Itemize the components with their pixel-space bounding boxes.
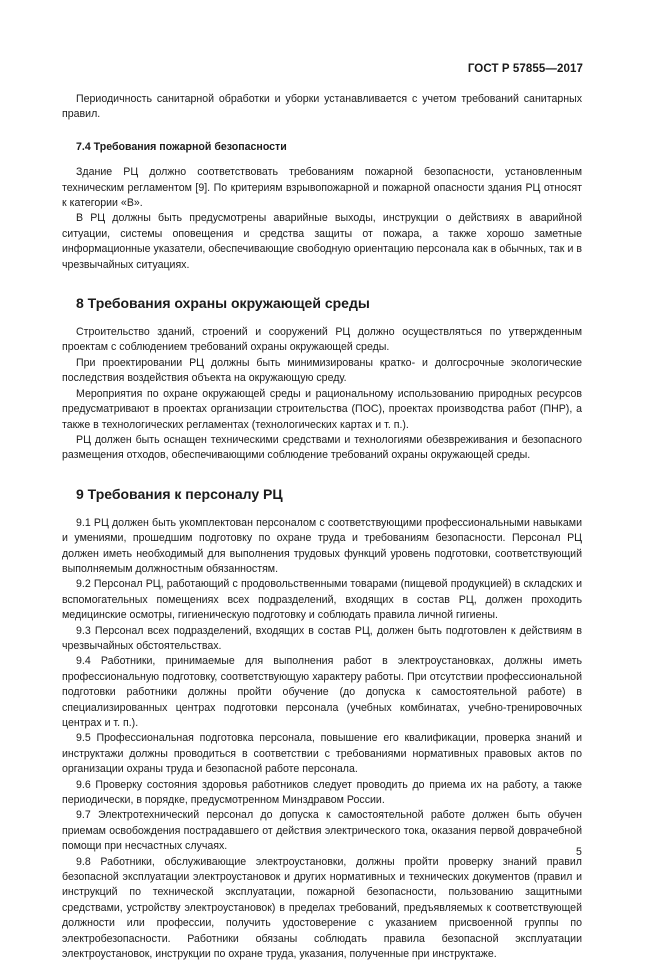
paragraph-9-8: 9.8 Работники, обслуживающие электроустановки, должны пройти проверку знаний правил безопасной эксплуатации электроустановок и других нормативных и технических документов (правил и инструкций по технической эксплуатации, пожарной безопасности, пользованию защитными средствами, устройству электроустановок) в пределах требований, предъявляемых к соответствующей должности или профессии, получить удостоверение с указанием присвоенной группы по электробезопасности. Работники обязаны соблюдать правила безопасной эксплуатации электроустановок, инструкции по охране труда, указания, полученные при инструктаже. <box>62 855 582 961</box>
paragraph: В РЦ должны быть предусмотрены аварийные выходы, инструкции о действиях в аварийной ситуации, системы оповещения и средства защиты от пожара, а также хорошо заметные информационные указатели, обеспечивающие свободную ориентацию персонала как в обычных, так и в чрезвычайных ситуациях. <box>62 212 582 271</box>
standard-code: ГОСТ Р 57855—2017 <box>467 63 583 75</box>
paragraph: При проектировании РЦ должны быть минимизированы кратко- и долгосрочные экологические последствия воздействия объекта на окружающую среду. <box>62 356 582 385</box>
paragraph-9-2: 9.2 Персонал РЦ, работающий с продовольственными товарами (пищевой продукцией) в складских и вспомогательных помещениях всех подразделений, входящих в состав РЦ, должен проходить медицинские осмотры, гигиеническую подготовку и соблюдать правила личной гигиены. <box>62 578 582 622</box>
section-heading-8: 8 Требования охраны окружающей среды <box>76 295 370 312</box>
paragraph-9-4: 9.4 Работники, принимаемые для выполнения работ в электроустановках, должны иметь профессиональную подготовку, соответствующую характеру работы. При отсутствии профессиональной подготовки работники должны пройти обучение (до допуска к самостоятельной работе) в специализированных центрах подготовки персонала (учебных комбинатах, учебно-тренировочных центрах и т. п.). <box>62 655 582 729</box>
paragraph-9-3: 9.3 Персонал всех подразделений, входящих в состав РЦ, должен быть подготовлен к действиям в чрезвычайных обстоятельствах. <box>62 624 582 652</box>
paragraph: РЦ должен быть оснащен техническими средствами и технологиями обезвреживания и безопасного размещения отходов, обеспечивающими соблюдение требований охраны окружающей среды. <box>62 433 582 462</box>
section-heading-9: 9 Требования к персоналу РЦ <box>76 485 283 502</box>
paragraph-9-1: 9.1 РЦ должен быть укомплектован персоналом с соответствующими профессиональными навыками и умениями, прошедшим подготовку по охране труда и требованиям безопасности. Персонал РЦ должен иметь необходимый для выполнения трудовых функций уровень подготовки, соответствующий выполняемым должностным обязанностям. <box>62 516 582 575</box>
paragraph: Здание РЦ должно соответствовать требованиям пожарной безопасности, установленным техническим регламентом [9]. По критериям взрывопожарной и пожарной опасности здания РЦ относят к категории «В». <box>62 166 582 210</box>
section-heading-7-4: 7.4 Требования пожарной безопасности <box>76 140 287 153</box>
paragraph: Периодичность санитарной обработки и уборки устанавливается с учетом требований санитарных правил. <box>62 93 582 121</box>
paragraph: Мероприятия по охране окружающей среды и рациональному использованию природных ресурсов предусматривают в проектах организации строительства (ПОС), проектах производства работ (ПНР), а также в технологических регламентах (технологических картах и т. п.). <box>62 387 582 431</box>
page-content <box>62 92 582 963</box>
paragraph-9-6: 9.6 Проверку состояния здоровья работников следует проводить до приема их на работу, а также периодически, в порядке, предусмотренном Минздравом России. <box>62 778 582 807</box>
paragraph-9-7: 9.7 Электротехнический персонал до допуска к самостоятельной работе должен быть обучен приемам освобождения пострадавшего от действия электрического тока, оказания первой доврачебной помощи при несчастных случаях. <box>62 809 582 853</box>
page-number: 5 <box>576 846 582 858</box>
paragraph-9-5: 9.5 Профессиональная подготовка персонала, повышение его квалификации, проверка знаний и инструктажи должны проводиться в соответствии с требованиями нормативных правовых актов по организации охраны труда и безопасной работе персонала. <box>62 732 582 776</box>
paragraph: Строительство зданий, строений и сооружений РЦ должно осуществляться по утвержденным проектам с соблюдением требований охраны окружающей среды. <box>62 326 582 354</box>
